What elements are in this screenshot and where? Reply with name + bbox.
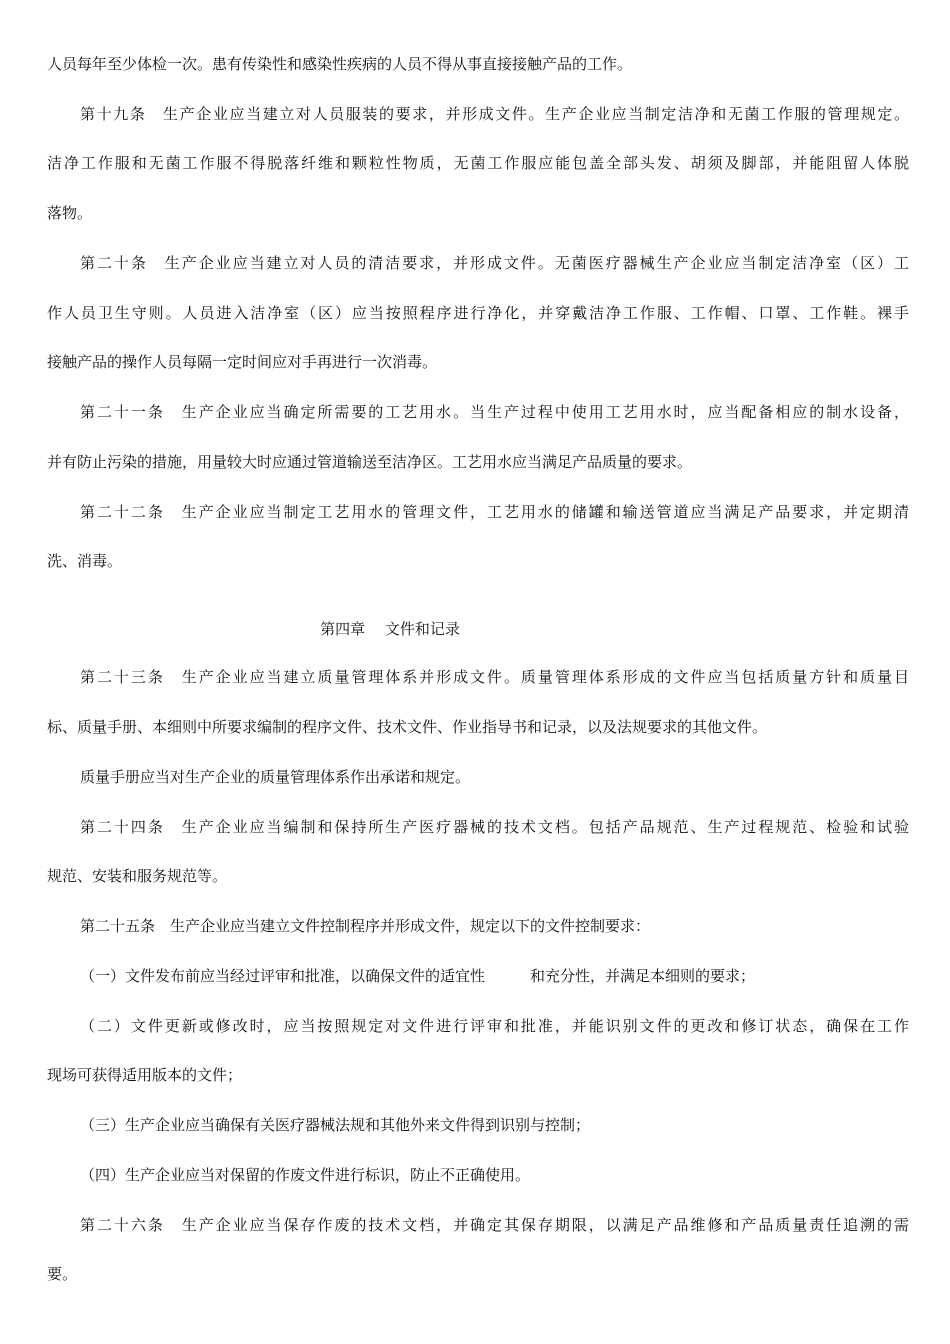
chapter-heading: 第四章 文件和记录 xyxy=(320,620,460,638)
item-2-line-1: （二）文件更新或修改时，应当按照规定对文件进行评审和批准，并能识别文件的更改和修订状态，确保在工作 xyxy=(80,1017,909,1035)
article-20-line-1: 第二十条 生产企业应当建立对人员的清洁要求，并形成文件。无菌医疗器械生产企业应当制定洁净室（区）工 xyxy=(80,254,909,272)
article-25-line-1: 第二十五条 生产企业应当建立文件控制程序并形成文件，规定以下的文件控制要求： xyxy=(80,917,651,935)
article-19-line-2: 洁净工作服和无菌工作服不得脱落纤维和颗粒性物质，无菌工作服应能包盖全部头发、胡须及脚部，并能阻留人体脱 xyxy=(47,154,909,172)
text-line: 人员每年至少体检一次。患有传染性和感染性疾病的人员不得从事直接接触产品的工作。 xyxy=(47,55,633,73)
item-1-line: （一）文件发布前应当经过评审和批准，以确保文件的适宜性 和充分性，并满足本细则的要求； xyxy=(80,967,756,985)
article-23-line-1: 第二十三条 生产企业应当建立质量管理体系并形成文件。质量管理体系形成的文件应当包括质量方针和质量目 xyxy=(80,668,909,686)
article-19-line-1: 第十九条 生产企业应当建立对人员服装的要求，并形成文件。生产企业应当制定洁净和无菌工作服的管理规定。 xyxy=(80,105,909,123)
item-3-line: （三）生产企业应当确保有关医疗器械法规和其他外来文件得到识别与控制； xyxy=(80,1116,591,1134)
article-22-line-2: 洗、消毒。 xyxy=(47,552,123,570)
article-23-line-2: 标、质量手册、本细则中所要求编制的程序文件、技术文件、作业指导书和记录，以及法规要求的其他文件。 xyxy=(47,718,768,736)
article-20-line-3: 接触产品的操作人员每隔一定时间应对手再进行一次消毒。 xyxy=(47,353,438,371)
quality-manual-line: 质量手册应当对生产企业的质量管理体系作出承诺和规定。 xyxy=(80,768,471,786)
article-20-line-2: 作人员卫生守则。人员进入洁净室（区）应当按照程序进行净化，并穿戴洁净工作服、工作帽、口罩、工作鞋。裸手 xyxy=(47,304,909,322)
article-19-line-3: 落物。 xyxy=(47,204,93,222)
article-26-line-1: 第二十六条 生产企业应当保存作废的技术文档，并确定其保存期限，以满足产品维修和产品质量责任追溯的需 xyxy=(80,1216,909,1234)
article-24-line-2: 规范、安装和服务规范等。 xyxy=(47,867,228,885)
article-26-line-2: 要。 xyxy=(47,1265,78,1283)
item-4-line: （四）生产企业应当对保留的作废文件进行标识，防止不正确使用。 xyxy=(80,1166,531,1184)
article-21-line-2: 并有防止污染的措施，用量较大时应通过管道输送至洁净区。工艺用水应当满足产品质量的要求。 xyxy=(47,453,693,471)
item-2-line-2: 现场可获得适用版本的文件； xyxy=(47,1066,243,1084)
article-24-line-1: 第二十四条 生产企业应当编制和保持所生产医疗器械的技术文档。包括产品规范、生产过程规范、检验和试验 xyxy=(80,818,909,836)
article-22-line-1: 第二十二条 生产企业应当制定工艺用水的管理文件，工艺用水的储罐和输送管道应当满足产品要求，并定期清 xyxy=(80,503,909,521)
article-21-line-1: 第二十一条 生产企业应当确定所需要的工艺用水。当生产过程中使用工艺用水时，应当配备相应的制水设备， xyxy=(80,403,909,421)
